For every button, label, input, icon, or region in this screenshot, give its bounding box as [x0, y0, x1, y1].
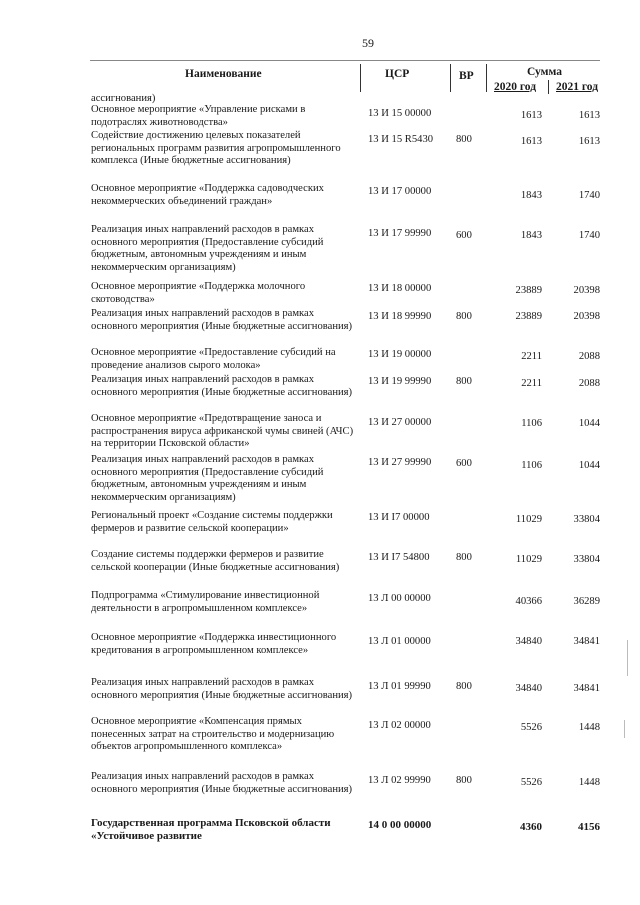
- header-year-2021: 2021 год: [556, 81, 599, 93]
- row-name: ассигнования): [91, 93, 156, 104]
- row-2020: 1106: [521, 418, 542, 429]
- header-divider-csr: [450, 64, 451, 92]
- scan-artifact: [624, 720, 625, 738]
- row-2020: 40366: [515, 596, 542, 607]
- row-2021: 1740: [578, 190, 600, 201]
- row-csr: 13 И 17 00000: [368, 186, 432, 197]
- row-vr: 800: [456, 775, 472, 786]
- row-csr: 13 И 18 99990: [368, 311, 432, 322]
- row-vr: 800: [456, 681, 472, 692]
- row-2020: 2211: [521, 378, 542, 389]
- row-csr: 13 И I7 00000: [368, 512, 430, 523]
- row-name: Основное мероприятие «Компенсация прямых понесенных затрат на строительство и модернизацию объектов агропромышленного комплекса»: [91, 716, 335, 753]
- row-csr: 13 Л 02 99990: [368, 775, 431, 786]
- row-2021: 4156: [578, 821, 600, 833]
- row-2020: 23889: [515, 311, 542, 322]
- row-2021: 1448: [578, 777, 600, 788]
- row-2020: 11029: [515, 554, 542, 565]
- page-number: 59: [362, 36, 374, 50]
- header-csr: ЦСР: [385, 68, 410, 80]
- row-2021: 1448: [578, 722, 600, 733]
- row-name: Основное мероприятие «Предотвращение заноса и распространения вируса африканской чумы свиней (АЧС) на территории Псковской области»: [91, 413, 354, 450]
- row-vr: 800: [456, 552, 472, 563]
- row-2021: 2088: [578, 351, 600, 362]
- row-csr: 13 И 15 00000: [368, 108, 432, 119]
- row-2021: 1613: [578, 136, 600, 147]
- row-name: Основное мероприятие «Управление рисками в подотраслях животноводства»: [91, 104, 306, 128]
- row-2020: 2211: [521, 351, 542, 362]
- row-vr: 800: [456, 311, 472, 322]
- row-name: Реализация иных направлений расходов в рамках основного мероприятия (Предоставление субсидий бюджетным, автономным учреждениям и иным некоммерческим организациям): [91, 454, 324, 503]
- row-csr: 13 Л 01 00000: [368, 636, 431, 647]
- row-2021: 33804: [573, 554, 600, 565]
- row-name: Создание системы поддержки фермеров и развитие сельской кооперации (Иные бюджетные ассигнования): [91, 549, 340, 573]
- row-2020: 34840: [515, 683, 542, 694]
- row-2020: 1843: [520, 190, 542, 201]
- header-year-2020: 2020 год: [494, 81, 537, 93]
- row-name: Реализация иных направлений расходов в рамках основного мероприятия (Иные бюджетные ассигнования): [91, 677, 353, 701]
- row-csr: 13 И 19 00000: [368, 349, 432, 360]
- row-csr: 13 И I7 54800: [368, 552, 430, 563]
- row-csr: 13 Л 00 00000: [368, 593, 431, 604]
- row-csr: 13 И 17 99990: [368, 228, 432, 239]
- row-name: Подпрограмма «Стимулирование инвестиционной деятельности в агропромышленном комплексе»: [91, 590, 320, 614]
- header-divider-years: [548, 80, 549, 94]
- row-vr: 600: [456, 458, 472, 469]
- row-csr: 13 И 18 00000: [368, 283, 432, 294]
- row-name: Основное мероприятие «Поддержка инвестиционного кредитования в агропромышленном комплексе»: [91, 632, 337, 656]
- row-name: Реализация иных направлений расходов в рамках основного мероприятия (Иные бюджетные ассигнования): [91, 771, 353, 795]
- row-2021: 1044: [578, 460, 600, 471]
- row-2020: 5526: [520, 777, 542, 788]
- row-2020: 5526: [520, 722, 542, 733]
- row-name: Содействие достижению целевых показателей региональных программ развития агропромышленного комплекса (Иные бюджетные ассигнования): [91, 130, 341, 167]
- row-csr: 14 0 00 00000: [368, 819, 432, 831]
- row-2021: 20398: [573, 285, 600, 296]
- row-2020: 34840: [515, 636, 542, 647]
- row-2021: 1740: [578, 230, 600, 241]
- row-csr: 13 И 19 99990: [368, 376, 432, 387]
- header-name: Наименование: [185, 68, 262, 80]
- row-2020: 4360: [520, 821, 542, 833]
- row-name: Основное мероприятие «Поддержка молочного скотоводства»: [91, 281, 306, 305]
- row-name: Государственная программа Псковской области «Устойчивое развитие: [91, 817, 331, 842]
- row-vr: 600: [456, 230, 472, 241]
- row-2021: 36289: [573, 596, 600, 607]
- row-vr: 800: [456, 134, 472, 145]
- scan-artifact: [627, 640, 628, 676]
- row-name: Реализация иных направлений расходов в рамках основного мероприятия (Иные бюджетные ассигнования): [91, 308, 353, 332]
- row-2021: 2088: [578, 378, 600, 389]
- row-2020: 11029: [515, 514, 542, 525]
- row-2020: 1613: [520, 110, 542, 121]
- row-csr: 13 Л 02 00000: [368, 720, 431, 731]
- row-name: Реализация иных направлений расходов в рамках основного мероприятия (Иные бюджетные ассигнования): [91, 374, 353, 398]
- row-vr: 800: [456, 376, 472, 387]
- row-2021: 1044: [578, 418, 600, 429]
- header-vr: ВР: [459, 70, 474, 82]
- header-divider-vr: [486, 64, 487, 92]
- row-2021: 20398: [573, 311, 600, 322]
- row-name: Основное мероприятие «Предоставление субсидий на проведение анализов сырого молока»: [91, 347, 336, 371]
- row-name: Региональный проект «Создание системы поддержки фермеров и развитие сельской кооперации»: [91, 510, 333, 534]
- row-csr: 13 И 15 R5430: [368, 134, 434, 145]
- row-name: Реализация иных направлений расходов в рамках основного мероприятия (Предоставление субсидий бюджетным, автономным учреждениям и иным некоммерческим организациям): [91, 224, 324, 273]
- row-csr: 13 Л 01 99990: [368, 681, 431, 692]
- row-2020: 1843: [520, 230, 542, 241]
- header-divider-name: [360, 64, 361, 92]
- row-2021: 1613: [578, 110, 600, 121]
- header-sum: Сумма: [527, 66, 562, 78]
- header-top-rule: [90, 60, 600, 61]
- row-2020: 1106: [521, 460, 542, 471]
- row-2020: 1613: [520, 136, 542, 147]
- row-2021: 34841: [573, 683, 600, 694]
- row-2021: 34841: [573, 636, 600, 647]
- row-2021: 33804: [573, 514, 600, 525]
- row-2020: 23889: [515, 285, 542, 296]
- row-name: Основное мероприятие «Поддержка садоводческих некоммерческих объединений граждан»: [91, 183, 324, 207]
- row-csr: 13 И 27 99990: [368, 457, 432, 468]
- row-csr: 13 И 27 00000: [368, 417, 432, 428]
